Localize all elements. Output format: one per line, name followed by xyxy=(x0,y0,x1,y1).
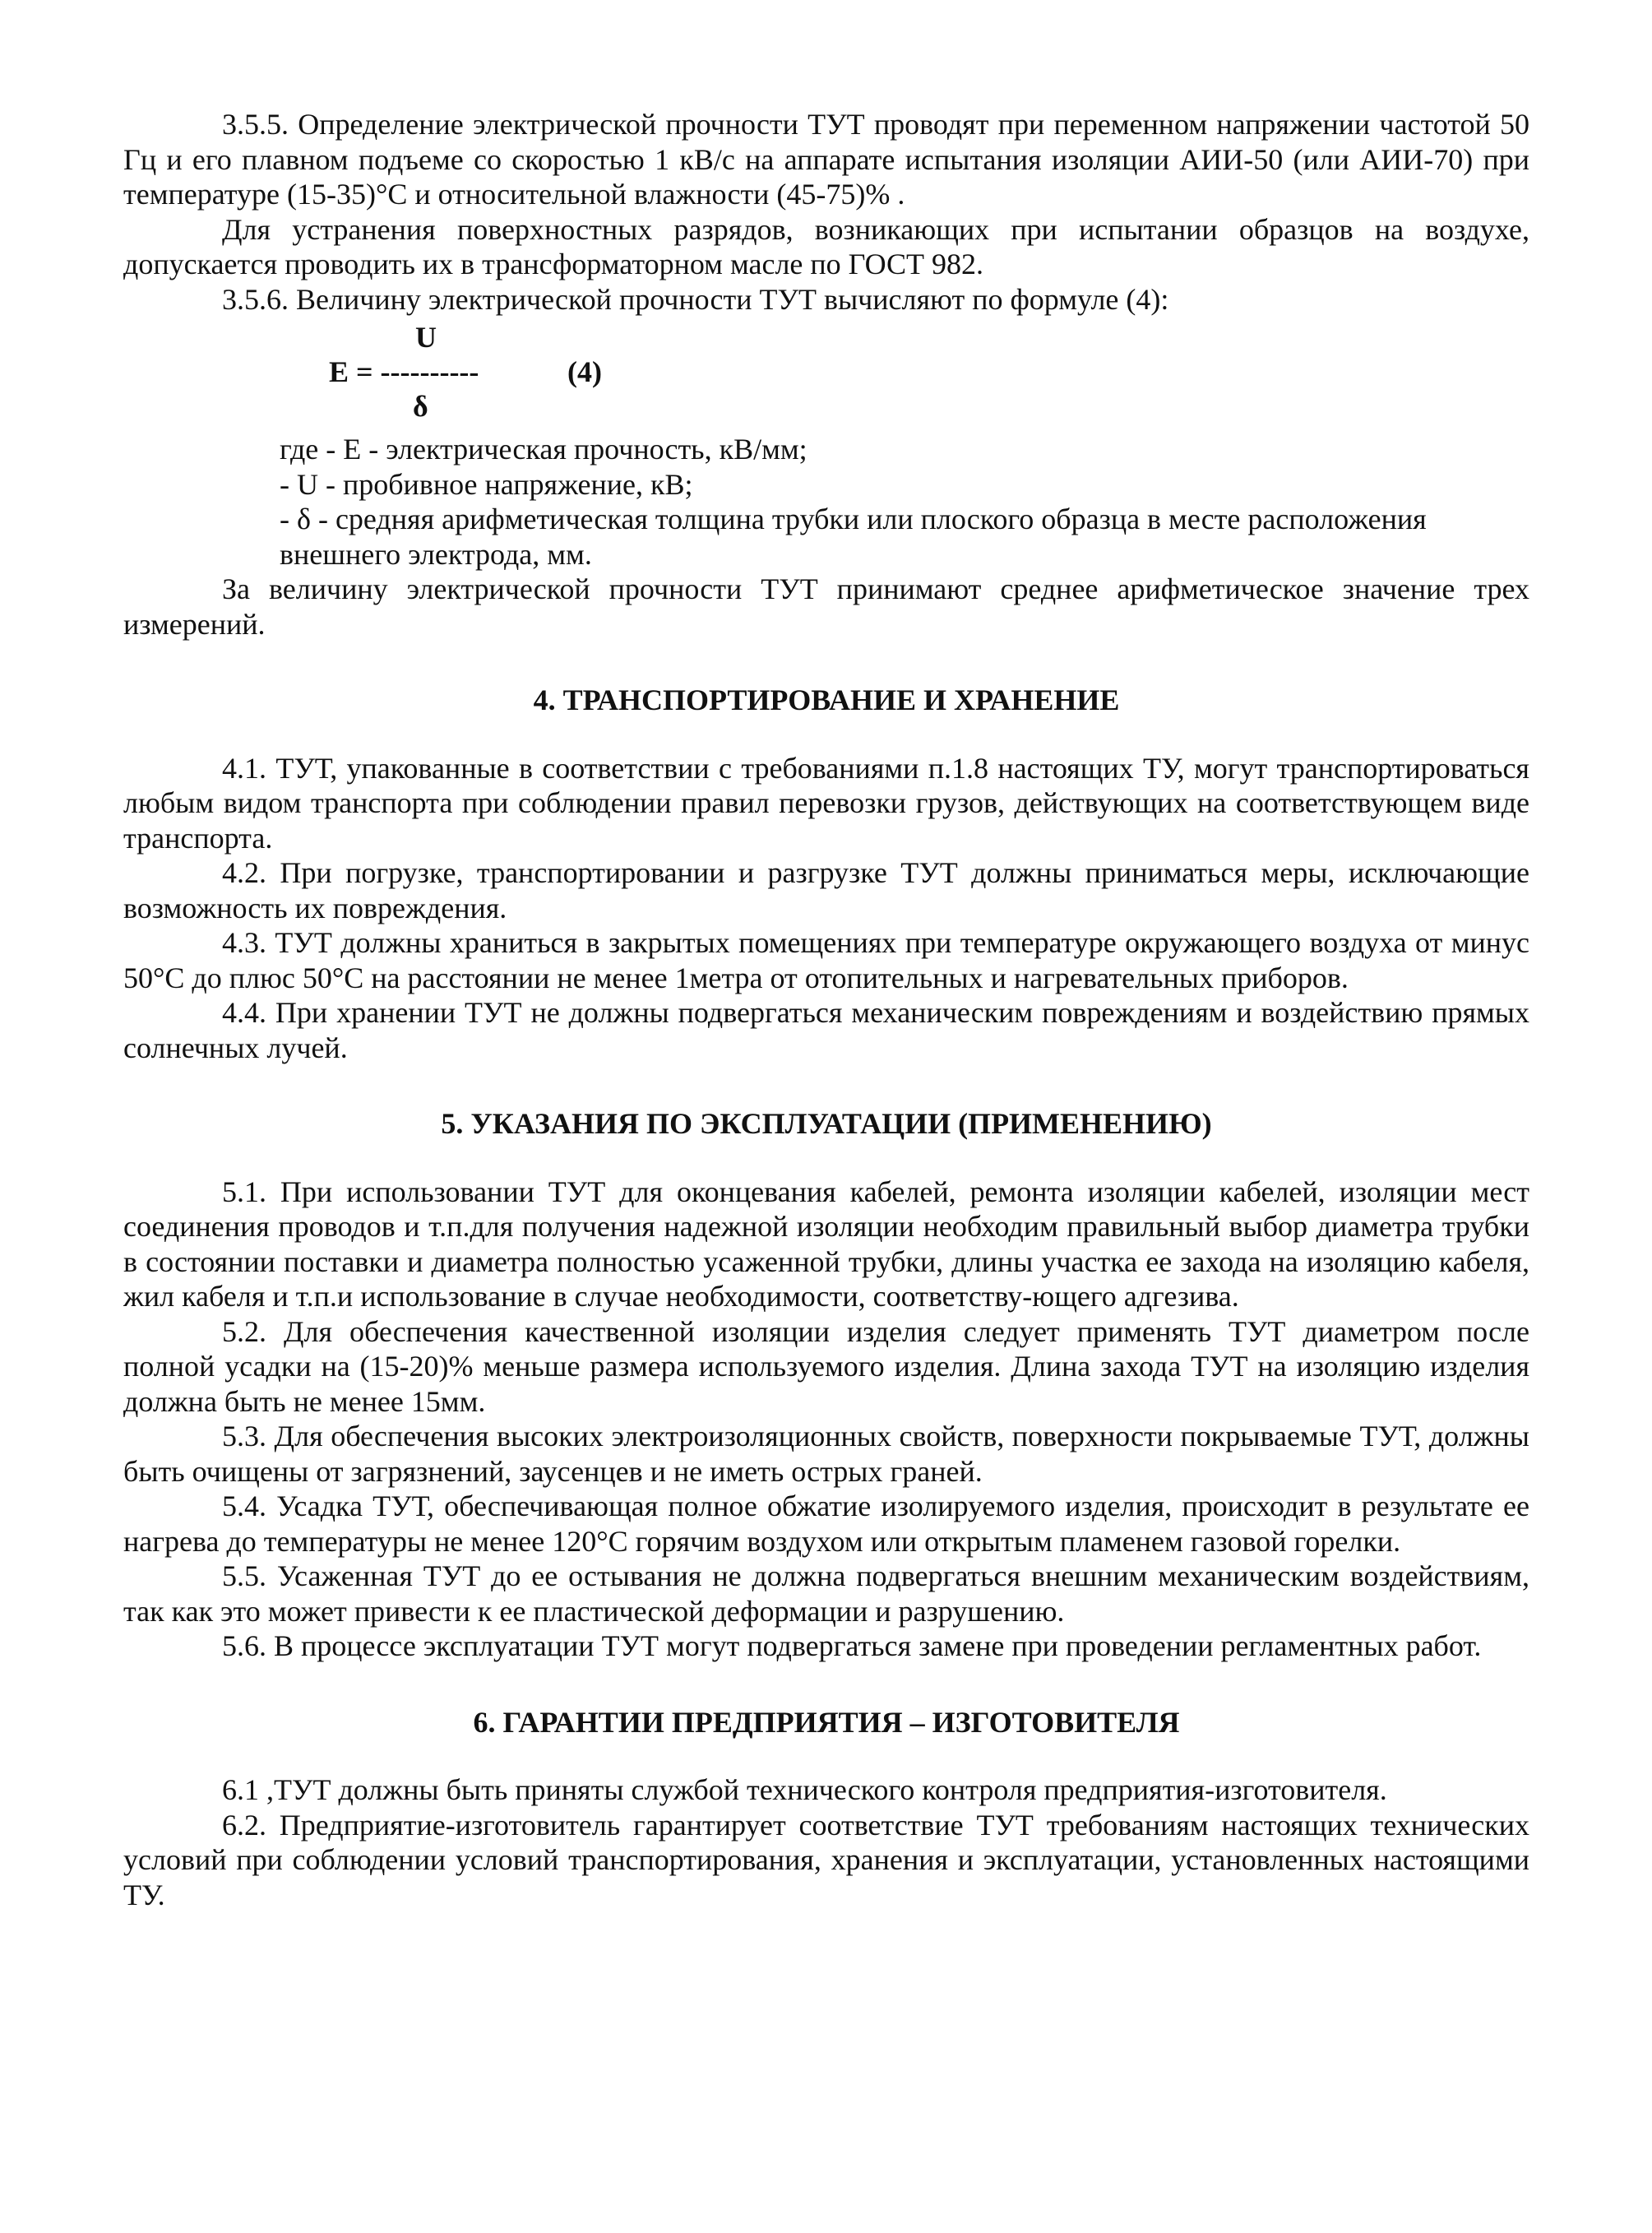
section-4-title: 4. ТРАНСПОРТИРОВАНИЕ И ХРАНЕНИЕ xyxy=(533,683,1120,716)
section-6-title: 6. ГАРАНТИИ ПРЕДПРИЯТИЯ – ИЗГОТОВИТЕЛЯ xyxy=(473,1705,1180,1739)
paragraph-surface-discharge: Для устранения поверхностных разрядов, возникающих при испытании образцов на воздухе, допускается проводить их в трансформаторном масле по ГОСТ 982. xyxy=(123,212,1529,280)
paragraph-6-1: 6.1 ,ТУТ должны быть приняты службой технического контроля предприятия-изготовителя. xyxy=(222,1773,1387,1806)
document-page xyxy=(123,107,1529,1912)
paragraph-3-5-5: 3.5.5. Определение электрической прочности ТУТ проводят при переменном напряжении частотой 50 Гц и его плавном подъеме со скоростью 1 кВ/с на аппарате испытания изоляции АИИ-50 (или АИИ-70) при температуре (15-35)°С и относительной влажности (45-75)% . xyxy=(123,108,1529,211)
paragraph-average: За величину электрической прочности ТУТ принимают среднее арифметическое значение трех измерений. xyxy=(123,572,1529,641)
formula-number: (4) xyxy=(567,355,602,388)
paragraph-6-2: 6.2. Предприятие-изготовитель гарантирует соответствие ТУТ требованиям настоящих технических условий при соблюдении условий транспортирования, хранения и эксплуатации, установленных настоящими ТУ. xyxy=(123,1808,1529,1911)
paragraph-5-2: 5.2. Для обеспечения качественной изоляции изделия следует применять ТУТ диаметром после полной усадки на (15-20)% меньше размера используемого изделия. Длина захода ТУТ на изоляцию изделия должна быть не менее 15мм. xyxy=(123,1314,1529,1418)
paragraph-5-1: 5.1. При использовании ТУТ для оконцевания кабелей, ремонта изоляции кабелей, изоляции мест соединения проводов и т.п.для получения надежной изоляции необходим правильный выбор диаметра трубки в состоянии поставки и диаметра полностью усаженной трубки, длины участка ее захода на изоляцию кабеля, жил кабеля и т.п.и использование в случае необходимости, соответству-ющего адгезива. xyxy=(123,1174,1529,1313)
definition-delta: - δ - средняя арифметическая толщина трубки или плоского образца в месте расположения внешнего электрода, мм. xyxy=(280,503,1427,571)
formula-lhs: E = ---------- xyxy=(329,355,479,388)
paragraph-5-3: 5.3. Для обеспечения высоких электроизоляционных свойств, поверхности покрываемые ТУТ, должны быть очищены от загрязнений, заусенцев и не иметь острых граней. xyxy=(123,1420,1529,1488)
paragraph-4-2: 4.2. При погрузке, транспортировании и разгрузке ТУТ должны приниматься меры, исключающие возможность их повреждения. xyxy=(123,856,1529,924)
paragraph-4-3: 4.3. ТУТ должны храниться в закрытых помещениях при температуре окружающего воздуха от минус 50°С до плюс 50°С на расстоянии не менее 1метра от отопительных и нагревательных приборов. xyxy=(123,926,1529,994)
formula-denominator: δ xyxy=(413,390,428,423)
section-5-title: 5. УКАЗАНИЯ ПО ЭКСПЛУАТАЦИИ (ПРИМЕНЕНИЮ) xyxy=(441,1107,1212,1140)
definition-e: где - E - электрическая прочность, кВ/мм; xyxy=(280,433,807,466)
paragraph-5-5: 5.5. Усаженная ТУТ до ее остывания не должна подвергаться внешним механическим воздействиям, так как это может привести к ее пластической деформации и разрушению. xyxy=(123,1559,1529,1628)
formula-numerator: U xyxy=(415,321,437,354)
paragraph-3-5-6: 3.5.6. Величину электрической прочности ТУТ вычисляют по формуле (4): xyxy=(222,282,1169,316)
formula-4 xyxy=(123,320,1529,425)
paragraph-4-4: 4.4. При хранении ТУТ не должны подвергаться механическим повреждениям и воздействию прямых солнечных лучей. xyxy=(123,996,1529,1064)
paragraph-5-4: 5.4. Усадка ТУТ, обеспечивающая полное обжатие изолируемого изделия, происходит в результате ее нагрева до температуры не менее 120°С горячим воздухом или открытым пламенем газовой горелки. xyxy=(123,1489,1529,1558)
paragraph-5-6: 5.6. В процессе эксплуатации ТУТ могут подвергаться замене при проведении регламентных работ. xyxy=(222,1629,1482,1662)
paragraph-4-1: 4.1. ТУТ, упакованные в соответствии с требованиями п.1.8 настоящих ТУ, могут транспортироваться любым видом транспорта при соблюдении правил перевозки грузов, действующих на соответствующем виде транспорта. xyxy=(123,751,1529,855)
definition-u: - U - пробивное напряжение, кВ; xyxy=(280,467,693,501)
formula-definitions xyxy=(280,432,1529,572)
